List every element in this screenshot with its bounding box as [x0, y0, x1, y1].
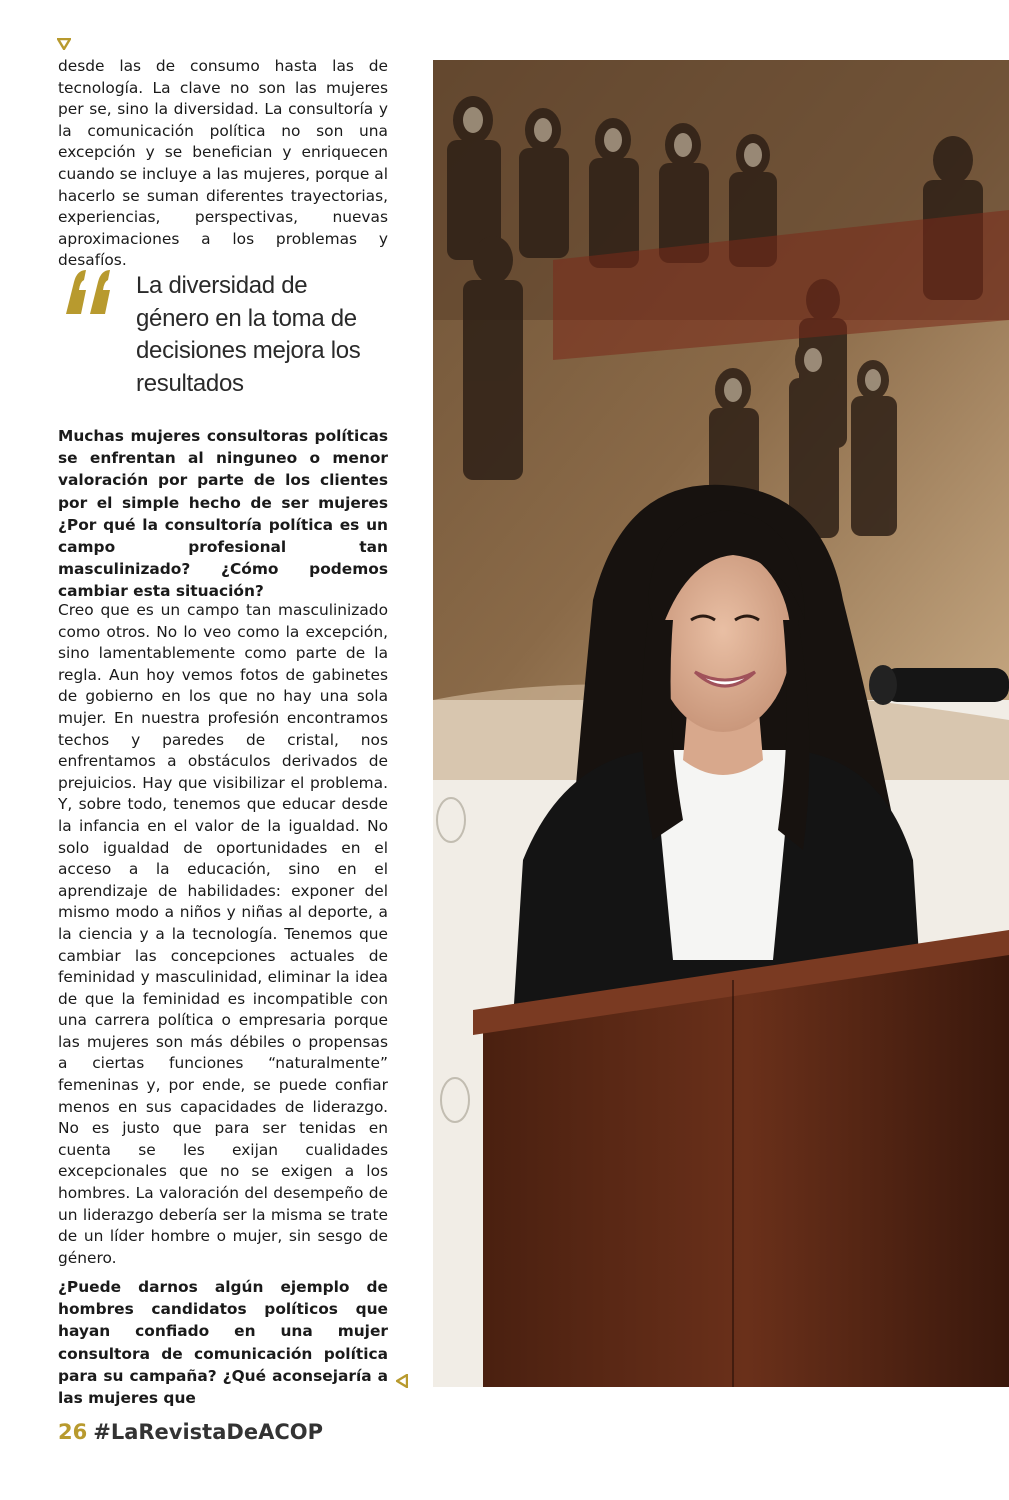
interview-question-1: Muchas mujeres consultoras políticas se enfrentan al ninguneo o menor valoración por parte de los clientes por el simple hecho de ser mujeres ¿Por qué la consultoría política es un campo profesional tan masculinizado? ¿Cómo podemos cambiar esta situación?: [58, 427, 388, 601]
pull-quote: La diversidad de género en la toma de decisiones mejora los resultados: [136, 272, 361, 397]
speaker-photo-illustration: [433, 60, 1009, 1387]
magazine-hashtag: #LaRevistaDeACOP: [93, 1420, 323, 1444]
interview-answer-1: Creo que es un campo tan masculinizado como otros. No lo veo como la excepción, sino lamentablemente como parte de la regla. Aun hoy vemos fotos de gabinetes de gobierno en los que no hay una sola mujer. En nuestra profesión encontramos techos y paredes de cristal, nos enfrentamos a obstáculos derivados de prejuicios. Hay que visibilizar el problema. Y, sobre todo, tenemos que educar desde la infancia en el valor de la igualdad. No solo igualdad de oportunidades en el acceso a la educación, sino en el aprendizaje de habilidades: exponer del mismo modo a niños y niñas al deporte, a la ciencia y a la tecnología. Tenemos que cambiar las concepciones actuales de feminidad y masculinidad, eliminar la idea de que la feminidad es incompatible con una carrera política o empresaria porque las mujeres son más débiles o propensas a ciertas funciones “naturalmente” femeninas y, por ende, se puede confiar menos en sus capacidades de liderazgo. No es justo que para ser tenidas en cuenta se les exijan cualidades excepcionales que no se exigen a los hombres. La valoración del desempeño de un liderazgo debería ser la misma se trate de un líder hombre o mujer, sin sesgo de género.: [58, 601, 388, 1267]
triangle-marker-icon: [396, 1374, 408, 1388]
page-number: 26: [58, 1420, 88, 1444]
triangle-marker-icon: [57, 38, 71, 50]
speaker-photo: [433, 60, 1009, 1387]
page-footer: [58, 1420, 323, 1444]
intro-paragraph: desde las de consumo hasta las de tecnología. La clave no son las mujeres per se, sino la diversidad. La consultoría y la comunicación política no son una excepción y se benefician y enriquecen cuando se incluye a las mujeres, porque al hacerlo se suman diferentes trayectorias, experiencias, perspectivas, nuevas aproximaciones a los problemas y desafíos.: [58, 57, 388, 270]
interview-question-2: ¿Puede darnos algún ejemplo de hombres candidatos políticos que hayan confiado en una mujer consultora de comunicación política para su campaña? ¿Qué aconsejaría a las mujeres que: [58, 1278, 388, 1408]
quote-mark-icon: [60, 262, 116, 322]
